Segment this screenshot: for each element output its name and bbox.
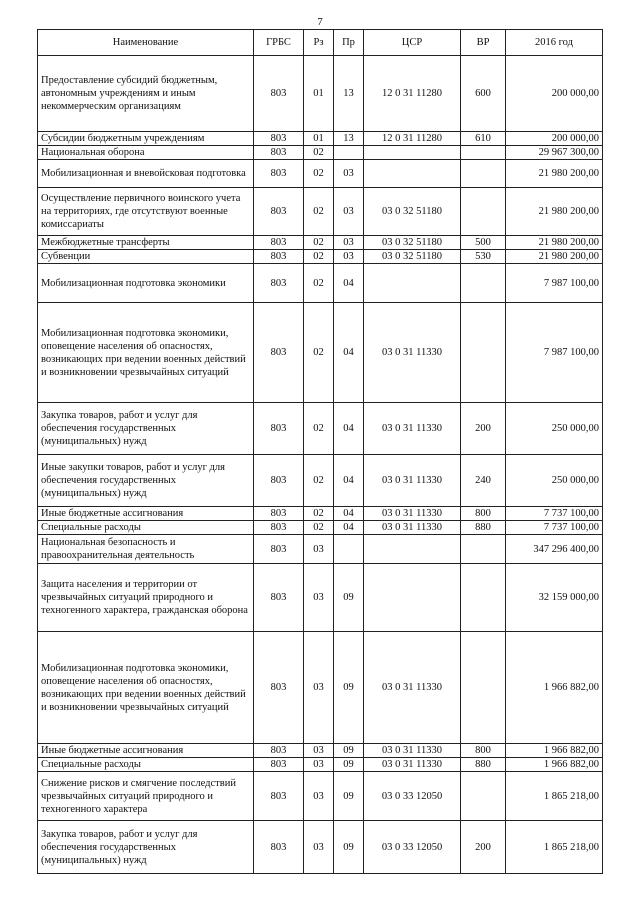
cell-amount: 200 000,00 — [506, 56, 603, 132]
cell-grbs: 803 — [254, 772, 304, 821]
cell-vr — [461, 772, 506, 821]
cell-rz: 01 — [304, 132, 334, 146]
cell-pr: 09 — [334, 758, 364, 772]
cell-grbs: 803 — [254, 403, 304, 455]
cell-name: Закупка товаров, работ и услуг для обеспечения государственных (муниципальных) нужд — [38, 821, 254, 874]
page-number: 7 — [317, 16, 323, 28]
header-pr: Пр — [334, 30, 364, 56]
cell-rz: 03 — [304, 772, 334, 821]
cell-rz: 02 — [304, 250, 334, 264]
cell-grbs: 803 — [254, 160, 304, 188]
cell-csr — [364, 564, 461, 632]
cell-pr — [334, 535, 364, 564]
cell-grbs: 803 — [254, 264, 304, 303]
cell-vr: 610 — [461, 132, 506, 146]
cell-csr — [364, 264, 461, 303]
cell-csr: 03 0 31 11330 — [364, 403, 461, 455]
cell-grbs: 803 — [254, 455, 304, 507]
cell-name: Мобилизационная подготовка экономики — [38, 264, 254, 303]
cell-pr: 03 — [334, 236, 364, 250]
cell-name: Специальные расходы — [38, 521, 254, 535]
cell-vr: 200 — [461, 821, 506, 874]
cell-grbs: 803 — [254, 303, 304, 403]
cell-csr: 03 0 31 11330 — [364, 303, 461, 403]
cell-amount: 347 296 400,00 — [506, 535, 603, 564]
cell-amount: 250 000,00 — [506, 403, 603, 455]
cell-grbs: 803 — [254, 507, 304, 521]
cell-amount: 21 980 200,00 — [506, 250, 603, 264]
cell-vr: 240 — [461, 455, 506, 507]
table-row — [38, 632, 603, 744]
cell-pr: 03 — [334, 188, 364, 236]
cell-rz: 03 — [304, 744, 334, 758]
cell-pr: 04 — [334, 455, 364, 507]
cell-grbs: 803 — [254, 250, 304, 264]
cell-name: Мобилизационная и вневойсковая подготовка — [38, 160, 254, 188]
cell-name: Снижение рисков и смягчение последствий чрезвычайных ситуаций природного и техногенного характера — [38, 772, 254, 821]
cell-amount: 1 865 218,00 — [506, 772, 603, 821]
table-row — [38, 535, 603, 564]
table-row — [38, 507, 603, 521]
cell-name: Осуществление первичного воинского учета на территориях, где отсутствуют военные комиссариаты — [38, 188, 254, 236]
cell-vr: 500 — [461, 236, 506, 250]
cell-amount: 7 737 100,00 — [506, 507, 603, 521]
cell-grbs: 803 — [254, 56, 304, 132]
cell-csr: 03 0 31 11330 — [364, 521, 461, 535]
cell-pr: 09 — [334, 772, 364, 821]
header-row — [38, 30, 603, 56]
cell-pr: 09 — [334, 564, 364, 632]
table-row — [38, 250, 603, 264]
table-row — [38, 758, 603, 772]
cell-vr: 880 — [461, 758, 506, 772]
cell-vr — [461, 160, 506, 188]
cell-csr: 03 0 31 11330 — [364, 632, 461, 744]
cell-amount: 1 966 882,00 — [506, 744, 603, 758]
cell-grbs: 803 — [254, 821, 304, 874]
cell-rz: 03 — [304, 758, 334, 772]
cell-grbs: 803 — [254, 632, 304, 744]
cell-amount: 32 159 000,00 — [506, 564, 603, 632]
cell-rz: 02 — [304, 507, 334, 521]
cell-name: Мобилизационная подготовка экономики, оповещение населения об опасностях, возникающих при ведении военных действий и возникновении чрезвычайных ситуаций — [38, 303, 254, 403]
cell-csr: 03 0 32 51180 — [364, 250, 461, 264]
cell-name: Национальная безопасность и правоохранительная деятельность — [38, 535, 254, 564]
cell-vr: 880 — [461, 521, 506, 535]
cell-vr: 530 — [461, 250, 506, 264]
cell-pr: 04 — [334, 264, 364, 303]
table-row — [38, 56, 603, 132]
cell-rz: 02 — [304, 264, 334, 303]
header-vr: ВР — [461, 30, 506, 56]
cell-pr: 04 — [334, 507, 364, 521]
cell-rz: 01 — [304, 56, 334, 132]
table-row — [38, 772, 603, 821]
cell-pr: 04 — [334, 403, 364, 455]
cell-name: Субвенции — [38, 250, 254, 264]
cell-csr: 03 0 33 12050 — [364, 821, 461, 874]
table-row — [38, 303, 603, 403]
cell-name: Национальная оборона — [38, 146, 254, 160]
cell-grbs: 803 — [254, 564, 304, 632]
cell-pr: 03 — [334, 160, 364, 188]
cell-csr: 03 0 31 11330 — [364, 758, 461, 772]
cell-vr: 800 — [461, 507, 506, 521]
table-row — [38, 188, 603, 236]
cell-grbs: 803 — [254, 236, 304, 250]
header-csr: ЦСР — [364, 30, 461, 56]
cell-rz: 03 — [304, 632, 334, 744]
cell-pr: 03 — [334, 250, 364, 264]
cell-pr: 09 — [334, 632, 364, 744]
cell-csr: 12 0 31 11280 — [364, 132, 461, 146]
cell-vr: 200 — [461, 403, 506, 455]
header-grbs: ГРБС — [254, 30, 304, 56]
cell-pr — [334, 146, 364, 160]
table-row — [38, 160, 603, 188]
cell-vr — [461, 535, 506, 564]
cell-grbs: 803 — [254, 132, 304, 146]
cell-amount: 7 987 100,00 — [506, 303, 603, 403]
table-row — [38, 821, 603, 874]
cell-rz: 02 — [304, 455, 334, 507]
cell-amount: 250 000,00 — [506, 455, 603, 507]
cell-grbs: 803 — [254, 146, 304, 160]
table-row — [38, 264, 603, 303]
table-row — [38, 132, 603, 146]
cell-vr: 800 — [461, 744, 506, 758]
cell-csr — [364, 160, 461, 188]
cell-name: Мобилизационная подготовка экономики, оповещение населения об опасностях, возникающих при ведении военных действий и возникновении чрезвычайных ситуаций — [38, 632, 254, 744]
cell-vr — [461, 303, 506, 403]
table-row — [38, 146, 603, 160]
cell-amount: 1 865 218,00 — [506, 821, 603, 874]
cell-vr: 600 — [461, 56, 506, 132]
cell-name: Иные закупки товаров, работ и услуг для обеспечения государственных (муниципальных) нужд — [38, 455, 254, 507]
cell-rz: 02 — [304, 160, 334, 188]
cell-name: Иные бюджетные ассигнования — [38, 507, 254, 521]
cell-rz: 02 — [304, 403, 334, 455]
cell-csr: 03 0 33 12050 — [364, 772, 461, 821]
cell-grbs: 803 — [254, 188, 304, 236]
table-row — [38, 744, 603, 758]
cell-pr: 09 — [334, 821, 364, 874]
cell-pr: 04 — [334, 521, 364, 535]
cell-amount: 200 000,00 — [506, 132, 603, 146]
cell-vr — [461, 632, 506, 744]
cell-rz: 02 — [304, 188, 334, 236]
cell-amount: 29 967 300,00 — [506, 146, 603, 160]
cell-rz: 02 — [304, 236, 334, 250]
cell-vr — [461, 264, 506, 303]
cell-csr: 12 0 31 11280 — [364, 56, 461, 132]
header-rz: Рз — [304, 30, 334, 56]
cell-rz: 03 — [304, 821, 334, 874]
cell-csr: 03 0 31 11330 — [364, 507, 461, 521]
header-year: 2016 год — [506, 30, 603, 56]
cell-amount: 7 737 100,00 — [506, 521, 603, 535]
cell-name: Межбюджетные трансферты — [38, 236, 254, 250]
cell-csr: 03 0 32 51180 — [364, 236, 461, 250]
table-row — [38, 521, 603, 535]
cell-pr: 09 — [334, 744, 364, 758]
cell-grbs: 803 — [254, 521, 304, 535]
cell-csr: 03 0 31 11330 — [364, 455, 461, 507]
cell-name: Закупка товаров, работ и услуг для обеспечения государственных (муниципальных) нужд — [38, 403, 254, 455]
cell-amount: 21 980 200,00 — [506, 160, 603, 188]
cell-grbs: 803 — [254, 758, 304, 772]
cell-amount: 21 980 200,00 — [506, 236, 603, 250]
cell-pr: 13 — [334, 132, 364, 146]
table-row — [38, 455, 603, 507]
table-row — [38, 236, 603, 250]
cell-csr — [364, 535, 461, 564]
header-name: Наименование — [38, 30, 254, 56]
cell-name: Предоставление субсидий бюджетным, автономным учреждениям и иным некоммерческим организациям — [38, 56, 254, 132]
cell-grbs: 803 — [254, 744, 304, 758]
cell-csr: 03 0 31 11330 — [364, 744, 461, 758]
cell-csr: 03 0 32 51180 — [364, 188, 461, 236]
cell-pr: 04 — [334, 303, 364, 403]
budget-table — [37, 29, 603, 874]
cell-vr — [461, 564, 506, 632]
cell-grbs: 803 — [254, 535, 304, 564]
table-row — [38, 564, 603, 632]
cell-pr: 13 — [334, 56, 364, 132]
cell-rz: 02 — [304, 146, 334, 160]
cell-name: Иные бюджетные ассигнования — [38, 744, 254, 758]
cell-vr — [461, 146, 506, 160]
cell-csr — [364, 146, 461, 160]
cell-name: Защита населения и территории от чрезвычайных ситуаций природного и техногенного характера, гражданская оборона — [38, 564, 254, 632]
cell-amount: 1 966 882,00 — [506, 632, 603, 744]
cell-amount: 7 987 100,00 — [506, 264, 603, 303]
table-row — [38, 403, 603, 455]
cell-amount: 21 980 200,00 — [506, 188, 603, 236]
cell-rz: 02 — [304, 521, 334, 535]
cell-name: Субсидии бюджетным учреждениям — [38, 132, 254, 146]
cell-rz: 03 — [304, 535, 334, 564]
cell-name: Специальные расходы — [38, 758, 254, 772]
cell-rz: 03 — [304, 564, 334, 632]
cell-vr — [461, 188, 506, 236]
cell-rz: 02 — [304, 303, 334, 403]
cell-amount: 1 966 882,00 — [506, 758, 603, 772]
